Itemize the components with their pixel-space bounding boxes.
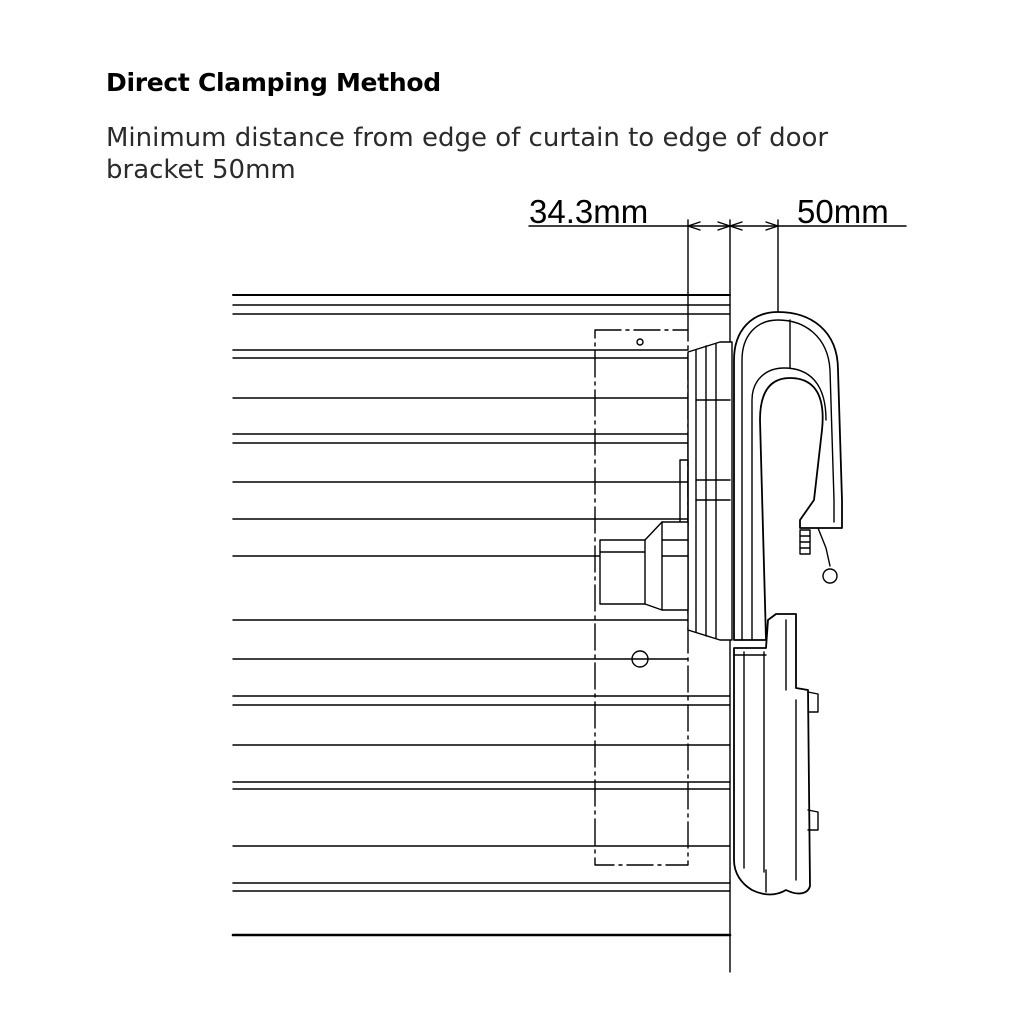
- clamp-connector: [600, 522, 688, 610]
- description-line-1: Minimum distance from edge of curtain to edge of door: [106, 123, 829, 153]
- curtain-slats: [233, 295, 730, 935]
- bracket-arm: [734, 614, 818, 895]
- plate-pin-hole: [637, 339, 643, 345]
- door-operator-housing: [734, 312, 842, 640]
- dimension-label-50mm: 50mm: [797, 193, 889, 230]
- diagram-title: Direct Clamping Method: [106, 68, 441, 97]
- description-line-2: bracket 50mm: [106, 155, 296, 185]
- release-cord: [800, 528, 837, 583]
- dimension-label-34mm: 34.3mm: [529, 193, 649, 230]
